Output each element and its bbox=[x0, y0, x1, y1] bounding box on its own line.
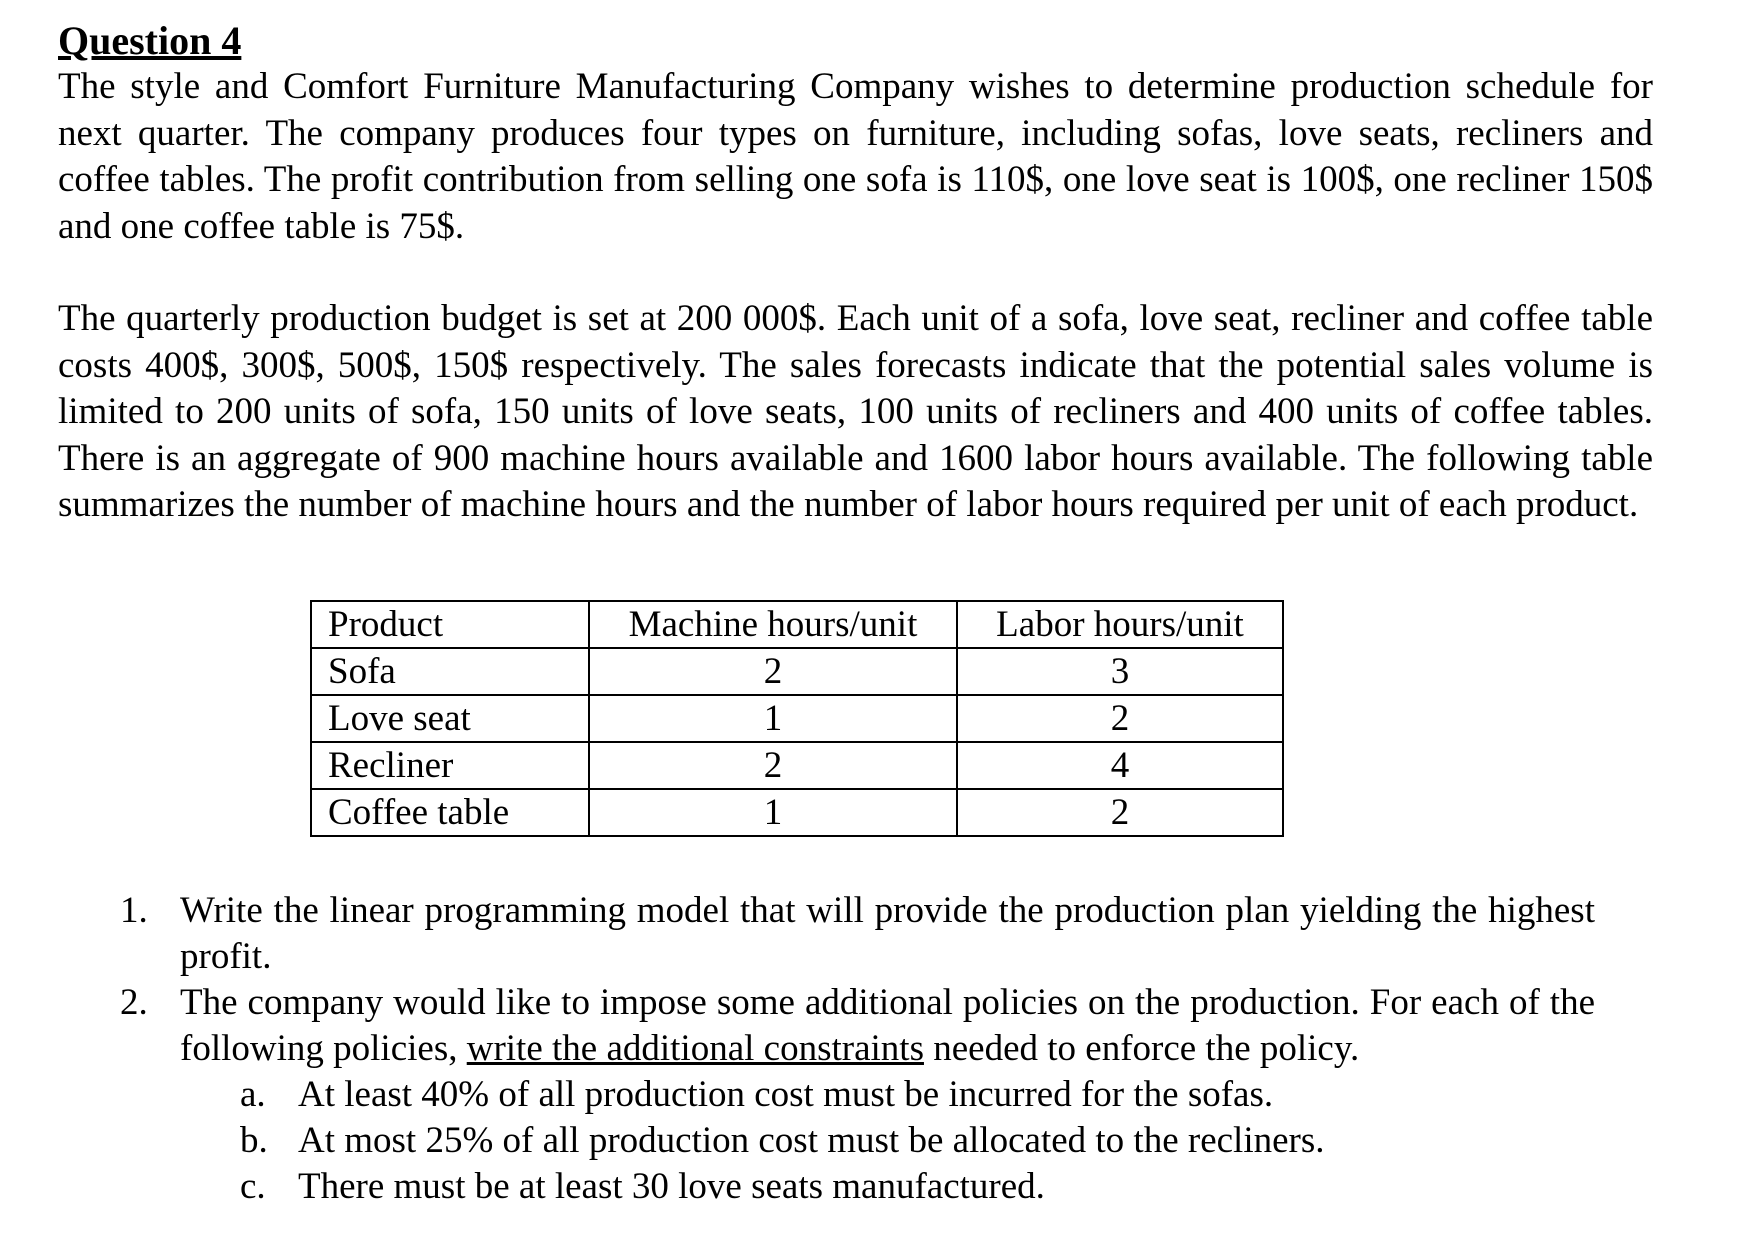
table-row bbox=[311, 742, 1283, 789]
policy-letter: a. bbox=[240, 1074, 266, 1115]
table-row bbox=[311, 648, 1283, 695]
cell-product: Love seat bbox=[311, 695, 589, 742]
policy-text: At most 25% of all production cost must be allocated to the recliners. bbox=[298, 1120, 1325, 1161]
cell-labor-hours: 4 bbox=[957, 742, 1283, 789]
cell-labor-hours: 3 bbox=[957, 648, 1283, 695]
cell-machine-hours: 1 bbox=[589, 789, 957, 836]
document-page bbox=[58, 18, 1658, 529]
task-item-1 bbox=[60, 888, 1595, 980]
policy-item-a bbox=[60, 1072, 1595, 1118]
policy-text: At least 40% of all production cost must be incurred for the sofas. bbox=[298, 1074, 1274, 1115]
cell-product: Recliner bbox=[311, 742, 589, 789]
cell-machine-hours: 2 bbox=[589, 742, 957, 789]
task-number: 2. bbox=[120, 982, 148, 1023]
policy-item-c bbox=[60, 1164, 1595, 1210]
header-product: Product bbox=[311, 601, 589, 648]
policy-item-b bbox=[60, 1118, 1595, 1164]
policy-list bbox=[60, 1072, 1595, 1210]
question-heading: Question 4 bbox=[58, 18, 242, 63]
cell-product: Sofa bbox=[311, 648, 589, 695]
intro-paragraph: The style and Comfort Furniture Manufacturing Company wishes to determine production schedule for next quarter. The company produces four types on furniture, including sofas, love seats, recliners and coffee tables. The profit contribution from selling one sofa is 110$, one love seat is 100$, one recliner 150$ and one coffee table is 75$. bbox=[58, 66, 1653, 247]
task-text-underlined: write the additional constraints bbox=[466, 1028, 924, 1069]
task-number: 1. bbox=[120, 890, 148, 931]
policy-letter: b. bbox=[240, 1120, 268, 1161]
cell-machine-hours: 2 bbox=[589, 648, 957, 695]
cell-labor-hours: 2 bbox=[957, 695, 1283, 742]
cell-labor-hours: 2 bbox=[957, 789, 1283, 836]
header-machine-hours: Machine hours/unit bbox=[589, 601, 957, 648]
cell-product: Coffee table bbox=[311, 789, 589, 836]
cell-machine-hours: 1 bbox=[589, 695, 957, 742]
task-list bbox=[60, 888, 1595, 1210]
task-item-2 bbox=[60, 980, 1595, 1072]
table-row bbox=[311, 789, 1283, 836]
constraints-paragraph: The quarterly production budget is set at 200 000$. Each unit of a sofa, love seat, recliner and coffee table costs 400$, 300$, 500$, 150$ respectively. The sales forecasts indicate that the potential sales volume is limited to 200 units of sofa, 150 units of love seats, 100 units of recliners and 400 units of coffee tables. There is an aggregate of 900 machine hours available and 1600 labor hours available. The following table summarizes the number of machine hours and the number of labor hours required per unit of each product. bbox=[58, 298, 1653, 525]
table-header-row bbox=[311, 601, 1283, 648]
hours-table bbox=[310, 600, 1284, 837]
task-text: Write the linear programming model that will provide the production plan yielding the highest profit. bbox=[180, 890, 1595, 977]
policy-letter: c. bbox=[240, 1166, 266, 1207]
policy-text: There must be at least 30 love seats manufactured. bbox=[298, 1166, 1045, 1207]
task-text-before: The company would like to impose some additional policies on the production. For each of the following policies, bbox=[180, 982, 1595, 1069]
task-text-after: needed to enforce the policy. bbox=[923, 1028, 1360, 1069]
table-row bbox=[311, 695, 1283, 742]
header-labor-hours: Labor hours/unit bbox=[957, 601, 1283, 648]
